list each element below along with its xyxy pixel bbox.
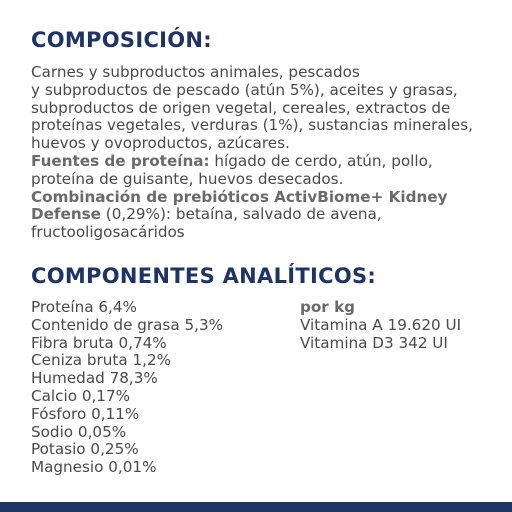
vitamin-item: Vitamina D3 342 UI <box>300 333 448 352</box>
analytical-item: Contenido de grasa 5,3% <box>31 315 224 334</box>
prebiotic-label-line <box>31 189 503 207</box>
composition-line: y subproductos de pescado (atún 5%), aceites y grasas, <box>31 80 458 99</box>
analytical-item: Calcio 0,17% <box>31 386 131 405</box>
composition-line: proteínas vegetales, verduras (1%), sustancias minerales, <box>31 116 474 135</box>
prebiotic-text: (0,29%): betaína, salvado de avena, <box>100 205 382 224</box>
analytical-item: Proteína 6,4% <box>31 298 137 316</box>
vitamin-item: Vitamina A 19.620 UI <box>300 315 462 334</box>
bottom-bar <box>0 502 512 512</box>
analytical-heading: COMPONENTES ANALÍTICOS: <box>31 264 377 288</box>
composition-line: subproductos de origen vegetal, cereales, extractos de <box>31 98 451 117</box>
vitamins-header: por kg <box>300 298 356 316</box>
analytical-item: Ceniza bruta 1,2% <box>31 351 172 370</box>
prebiotic-text-line-2: fructooligosacáridos <box>31 223 185 242</box>
composition-line: huevos y ovoproductos, azúcares. <box>31 134 290 153</box>
vitamins-list <box>300 299 461 352</box>
prebiotic-text-line <box>31 206 503 224</box>
composition-heading: COMPOSICIÓN: <box>31 28 212 52</box>
protein-sources-text: hígado de cerdo, atún, pollo, <box>209 151 433 170</box>
analytical-item: Fósforo 0,11% <box>31 404 140 423</box>
analytical-item: Humedad 78,3% <box>31 369 158 388</box>
composition-text <box>31 64 503 242</box>
protein-sources-line <box>31 153 503 171</box>
analytical-item: Sodio 0,05% <box>31 422 127 441</box>
prebiotic-label: Combinación de prebióticos ActivBiome+ Kidney <box>31 187 448 206</box>
prebiotic-label-2: Defense <box>31 205 101 224</box>
protein-sources-line-2: proteína de guisante, huevos desecados. <box>31 169 344 188</box>
analytical-item: Potasio 0,25% <box>31 440 139 459</box>
composition-line: Carnes y subproductos animales, pescados <box>31 63 360 81</box>
protein-sources-label: Fuentes de proteína: <box>31 151 210 170</box>
analytical-item: Magnesio 0,01% <box>31 458 157 477</box>
analytical-item: Fibra bruta 0,74% <box>31 333 167 352</box>
analytical-list <box>31 299 223 477</box>
